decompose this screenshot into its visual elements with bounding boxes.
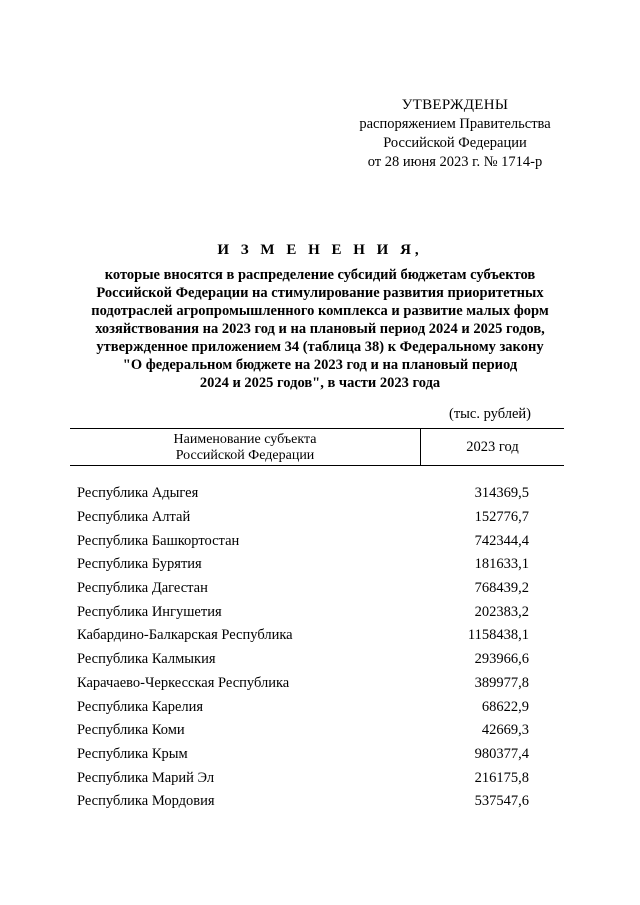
table-row bbox=[77, 506, 529, 530]
row-value: 42669,3 bbox=[481, 722, 529, 739]
subtitle-line: утвержденное приложением 34 (таблица 38) к Федеральному закону bbox=[96, 339, 544, 355]
row-subject: Республика Мордовия bbox=[77, 793, 215, 810]
subtitle-line: 2024 и 2025 годов", в части 2023 года bbox=[199, 375, 441, 391]
table-header bbox=[70, 428, 564, 466]
row-value: 980377,4 bbox=[474, 745, 529, 762]
row-subject: Республика Калмыкия bbox=[77, 651, 216, 668]
subtitle-line: Российской Федерации на стимулирование развития приоритетных bbox=[96, 285, 544, 301]
table-row bbox=[77, 553, 529, 577]
row-subject: Кабардино-Балкарская Республика bbox=[77, 627, 293, 644]
table-row bbox=[77, 766, 529, 790]
table-row bbox=[77, 482, 529, 506]
table-row bbox=[77, 695, 529, 719]
approval-authority: распоряжением Правительства bbox=[359, 116, 551, 132]
row-value: 389977,8 bbox=[474, 674, 529, 691]
row-value: 1158438,1 bbox=[467, 627, 529, 644]
subtitle-line: которые вносятся в распределение субсидий бюджетам субъектов bbox=[104, 267, 536, 283]
row-value: 742344,4 bbox=[474, 532, 529, 549]
table-row bbox=[77, 600, 529, 624]
table-row bbox=[77, 648, 529, 672]
table-row bbox=[77, 529, 529, 553]
row-value: 314369,5 bbox=[474, 485, 529, 502]
row-subject: Республика Алтай bbox=[77, 509, 191, 526]
row-value: 202383,2 bbox=[474, 603, 529, 620]
approval-heading: УТВЕРЖДЕНЫ bbox=[401, 97, 509, 113]
row-value: 768439,2 bbox=[474, 580, 529, 597]
header-subject-line1: Наименование субъекта bbox=[173, 432, 317, 447]
table-row bbox=[77, 790, 529, 814]
row-subject: Республика Крым bbox=[77, 745, 188, 762]
row-subject: Республика Дагестан bbox=[77, 580, 208, 597]
table-row bbox=[77, 577, 529, 601]
row-value: 152776,7 bbox=[474, 509, 529, 526]
row-subject: Республика Коми bbox=[77, 722, 185, 739]
row-subject: Республика Карелия bbox=[77, 698, 204, 715]
document-subtitle bbox=[60, 266, 580, 392]
row-subject: Республика Ингушетия bbox=[77, 603, 222, 620]
header-subject-name bbox=[70, 429, 420, 465]
approval-stamp bbox=[340, 96, 570, 172]
document-title: И З М Е Н Е Н И Я, bbox=[217, 242, 423, 258]
row-value: 68622,9 bbox=[481, 698, 529, 715]
table-row bbox=[77, 624, 529, 648]
subtitle-line: хозяйствования на 2023 год и на плановый период 2024 и 2025 годов, bbox=[95, 321, 545, 337]
row-value: 293966,6 bbox=[474, 651, 529, 668]
header-subject-line2: Российской Федерации bbox=[175, 448, 315, 463]
unit-label: (тыс. рублей) bbox=[449, 406, 531, 422]
table-body bbox=[77, 482, 529, 814]
approval-date-number: от 28 июня 2023 г. № 1714-р bbox=[367, 154, 543, 170]
row-subject: Республика Марий Эл bbox=[77, 769, 215, 786]
table-row bbox=[77, 672, 529, 696]
row-value: 537547,6 bbox=[474, 793, 529, 810]
row-subject: Республика Адыгея bbox=[77, 485, 199, 502]
subtitle-line: "О федеральном бюджете на 2023 год и на плановый период bbox=[122, 357, 518, 373]
row-subject: Республика Башкортостан bbox=[77, 532, 240, 549]
table-row bbox=[77, 743, 529, 767]
subtitle-line: подотраслей агропромышленного комплекса и развитие малых форм bbox=[91, 303, 549, 319]
row-subject: Республика Бурятия bbox=[77, 556, 202, 573]
table-row bbox=[77, 719, 529, 743]
approval-federation: Российской Федерации bbox=[383, 135, 527, 151]
row-value: 181633,1 bbox=[474, 556, 529, 573]
row-subject: Карачаево-Черкесская Республика bbox=[77, 674, 290, 691]
header-year: 2023 год bbox=[420, 429, 564, 465]
row-value: 216175,8 bbox=[474, 769, 529, 786]
